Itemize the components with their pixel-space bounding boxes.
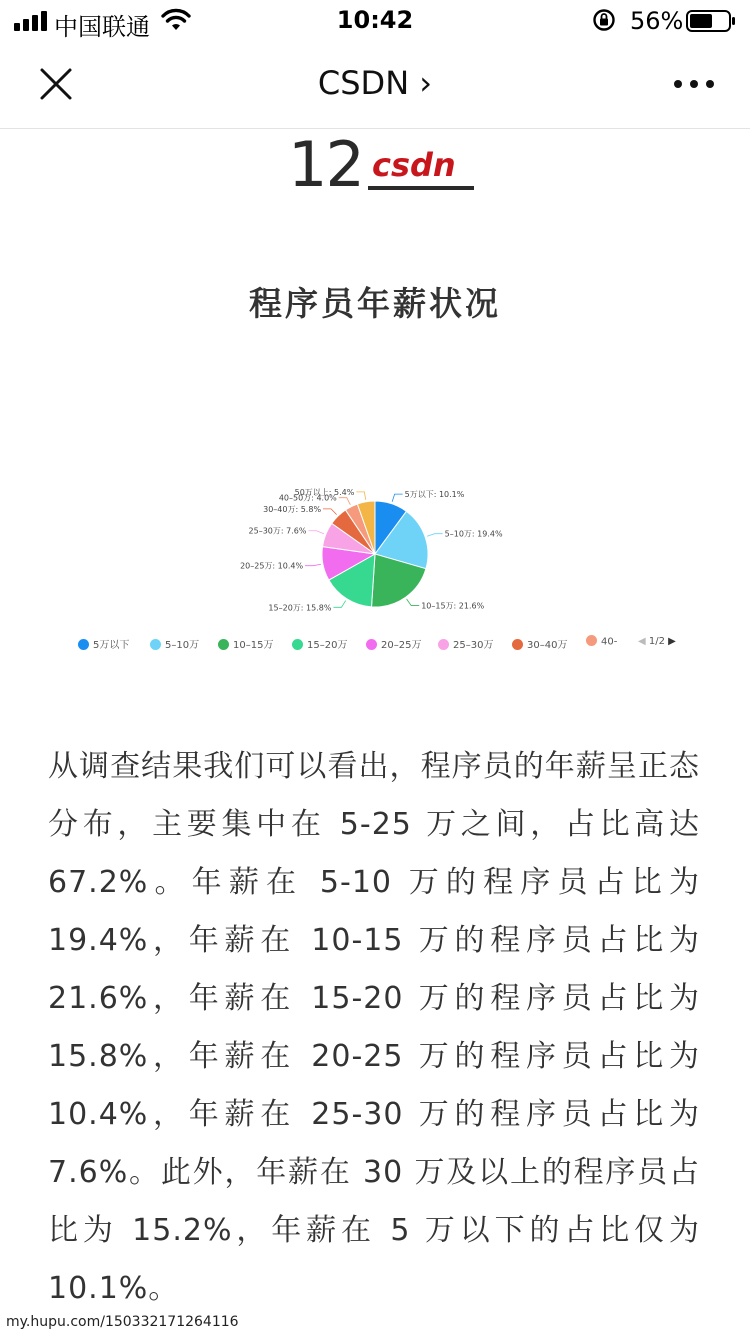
pie-slice-label: 40–50万: 4.0% — [278, 493, 337, 503]
pie-leader-line — [392, 494, 402, 502]
legend-swatch — [366, 639, 377, 650]
watermark-url: my.hupu.com/150332171264116 — [6, 1314, 239, 1330]
legend-swatch — [292, 639, 303, 650]
pie-leader-line — [427, 534, 443, 537]
account-title-link[interactable]: CSDN › — [317, 64, 433, 102]
more-options-icon[interactable] — [672, 74, 716, 94]
pie-leader-line — [308, 531, 323, 534]
legend-prev-icon[interactable]: ◀ — [638, 636, 646, 647]
chart-title: 程序员年薪状况 — [249, 284, 501, 323]
pie-leader-line — [333, 601, 345, 608]
nav-bar — [0, 42, 750, 129]
pie-leader-line — [323, 509, 337, 515]
legend-swatch — [218, 639, 229, 650]
legend-swatch — [586, 635, 597, 646]
legend-item[interactable] — [150, 636, 199, 658]
legend-item[interactable] — [78, 636, 129, 658]
rotation-lock-icon — [592, 8, 616, 32]
pie-slice-label: 50万以上: 5.4% — [294, 487, 355, 497]
legend-item[interactable] — [366, 636, 421, 658]
legend-label: 10–15万 — [233, 640, 274, 651]
clock: 10:42 — [336, 6, 414, 34]
pie-slice-label: 10–15万: 21.6% — [421, 601, 485, 611]
battery-percent: 56% — [630, 7, 684, 35]
pie-slice-label: 5万以下: 10.1% — [404, 490, 465, 500]
legend-label: 30–40万 — [527, 640, 568, 651]
legend-label: 5–10万 — [165, 640, 200, 651]
pie-chart — [200, 470, 560, 630]
pie-slice-label: 20–25万: 10.4% — [240, 561, 304, 571]
pie-slice-label: 25–30万: 7.6% — [248, 526, 307, 536]
carrier-label: 中国联通 — [54, 13, 150, 41]
article-logo — [288, 128, 478, 201]
chart-legend — [78, 636, 698, 658]
legend-swatch — [78, 639, 89, 650]
pie-leader-line — [305, 564, 321, 565]
legend-item[interactable] — [438, 636, 493, 658]
pie-slice-label: 30–40万: 5.8% — [263, 504, 322, 514]
legend-pager[interactable] — [638, 636, 676, 647]
legend-page-number: 1/2 — [648, 636, 665, 647]
pie-leader-line — [339, 498, 351, 505]
pie-slice-label: 5–10万: 19.4% — [444, 529, 503, 539]
legend-item[interactable] — [292, 636, 347, 658]
logo-brand: csdn — [372, 146, 456, 184]
legend-label: 5万以下 — [93, 640, 130, 651]
status-bar — [0, 0, 750, 42]
legend-label: 25–30万 — [453, 640, 494, 651]
legend-swatch — [150, 639, 161, 650]
legend-item[interactable] — [586, 636, 617, 658]
legend-swatch — [438, 639, 449, 650]
pie-leader-line — [356, 492, 365, 500]
legend-swatch — [512, 639, 523, 650]
legend-item[interactable] — [218, 636, 273, 658]
legend-item[interactable] — [512, 636, 567, 658]
battery-icon — [686, 10, 736, 32]
legend-next-icon[interactable]: ▶ — [668, 636, 676, 647]
logo-number: 12 — [288, 128, 363, 201]
pie-slice-label: 15–20万: 15.8% — [268, 603, 332, 613]
legend-label: 40- — [601, 636, 618, 648]
article-paragraph: 从调查结果我们可以看出，程序员的年薪呈正态分布，主要集中在 5-25 万之间，占比高达 67.2%。年薪在 5-10 万的程序员占比为 19.4%，年薪在 10-15 万的程序员占比为 21.6%，年薪在 15-20 万的程序员占比为 15.8%，年薪在 20-25 万的程序员占比为 10.4%，年薪在 25-30 万的程序员占比为 7.6%。此外，年薪在 30 万及以上的程序员占比为 15.2%，年薪在 5 万以下的占比仅为 10.1%。 — [48, 749, 700, 1306]
legend-label: 15–20万 — [307, 640, 348, 651]
pie-leader-line — [407, 599, 420, 606]
legend-label: 20–25万 — [381, 640, 422, 651]
